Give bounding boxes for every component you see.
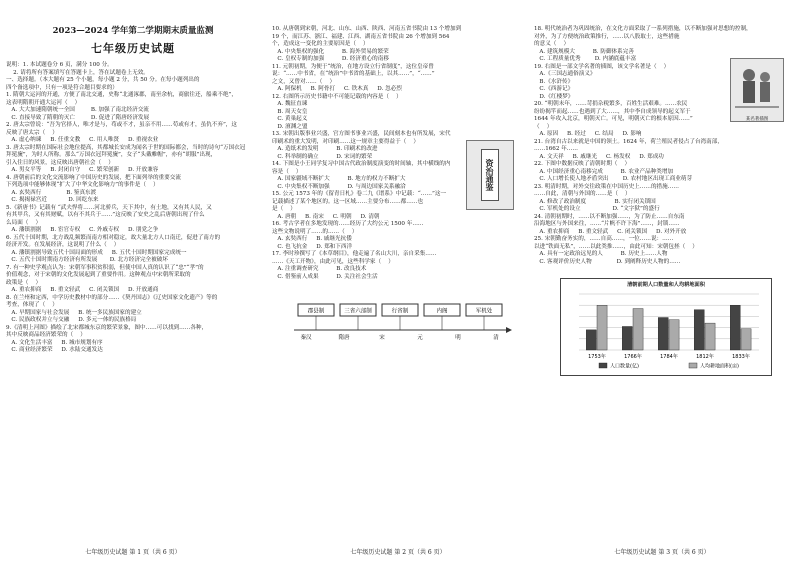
question-line: 价值观念，对于宋朝的文化发展起到了重要作用。这种观点中宋朝所采取的	[6, 272, 191, 278]
timeline-figure	[292, 300, 512, 342]
question-line: ……《天工开物》，由此可见，这些科学家（ ）	[272, 258, 394, 265]
question-line: 下列选项中能够体现“扩大了中华文化影响力”的事件是（ ）	[6, 182, 159, 188]
question-line: C. 黄巢起义	[272, 116, 308, 122]
question-line: 4. 唐朝前后的文化交流影响了中国历史的发展，把下面列举的重要交流	[6, 174, 181, 181]
question-line: （ ）	[534, 123, 553, 130]
question-line: A. 藩镇割据导致五代十国局面的形成 B. 五代十国时期国家完成统一	[6, 249, 187, 256]
question-line: 2. 请将所有答案填写在答题卡上，答在试题卷上无效。	[6, 69, 149, 76]
question-line: 的意义（ ）	[534, 41, 570, 47]
page-2	[272, 0, 524, 561]
chart-bar	[597, 305, 607, 350]
question-line: 引入住日的风景，这反映出唐朝社会（ ）	[6, 159, 114, 166]
question-line: 3. 唐太宗时期在国际社会地位提高，其都城长安成为闻名于世的国际都会，当时的诗句“万国衣冠	[6, 144, 246, 151]
chart-title: 清朝前期人口数量和人均耕地面积	[627, 282, 705, 288]
chart-bar	[669, 320, 679, 350]
question-line: 13. 宋朝出版事业兴盛，官方图书事业兴盛，民间刻本也有所发展，宋代	[272, 131, 451, 137]
legend-swatch	[599, 363, 607, 368]
timeline-era: 秦汉	[300, 335, 312, 341]
exam-title: 2023—2024 学年第二学期期末质量监测	[52, 26, 214, 36]
chart-plot	[561, 288, 771, 374]
book-cover-image	[466, 140, 514, 210]
question-line: A. 阿保机 B. 阿骨打 C. 铁木真 D. 忽必烈	[272, 86, 402, 92]
question-line: B. 周天女皇	[272, 108, 308, 115]
question-line: 纷纷揭竿而起……也遇到了大……，其中李自成领导的起义军于	[534, 108, 691, 115]
question-line: A. 重农抑商 B. 重文轻武 C. 闭关锁国 D. 对外开放	[534, 228, 687, 235]
timeline-label: 行省制	[391, 308, 409, 315]
question-line: 2. 唐太宗曾说：“吾为官择人，唯才是与，苟或不才，虽亲不用……苟或有才，虽仇不弃”，这	[6, 122, 237, 128]
question-line: 16. 考古学者在多地发现的……经历了大约公元 1500 年……	[272, 221, 424, 227]
question-line: 7. 有一种史学观点认为：宋朝军事积贫积弱，但使中国人真的认识了“忠”“孝”的	[6, 264, 204, 271]
question-line: C. 军机处的设立 D. “文字狱”的盛行	[534, 206, 660, 212]
chart-bar	[622, 326, 632, 350]
chart-bar	[741, 329, 751, 350]
question-line: 5.《新唐书》记载有 “武夫悍将……河北骄兵，天下其中，有土地，又有其人民，又	[6, 204, 212, 211]
question-line: 19 个，而江苏、浙江、福建、江西、湖南五省书院由 26 个增加到 564	[272, 33, 450, 40]
chart-x-tick: 1833年	[732, 354, 750, 360]
question-line: A. 中国经济重心南移完成 B. 农业产品种类增加	[534, 168, 674, 175]
question-line: C. 工程质量优秀 D. 内涵底蕴丰富	[534, 56, 637, 62]
timeline-era: 明	[455, 335, 461, 341]
timeline-label: 军机处	[475, 308, 493, 315]
question-line: C. 皇权专制的加强 D. 经济重心的南移	[272, 56, 389, 62]
question-line: 23. 明清时期，对外交往政策在中国历史上……的措施……	[534, 183, 679, 190]
question-line: C. 民族政权并立与交融 D. 多元一体的民族格局	[6, 317, 137, 323]
question-line: D.《红楼梦》	[534, 93, 574, 100]
question-line: 21. 台湾自古以来就是中国的领土。1624 年，荷兰殖民者侵占了台湾南部，	[534, 138, 723, 145]
timeline-label: 内阁	[436, 308, 448, 315]
question-line: A. 中央集权的强化 B. 海外贸易的繁荣	[272, 48, 389, 55]
chart-x-tick: 1784年	[660, 354, 678, 360]
question-line: C. 人口增长使人地矛盾突出 D. 农村地区出现工商业萌芽	[534, 176, 693, 182]
page-3-footer: 七年级历史试题 第 3 页（共 6 页）	[614, 549, 710, 556]
question-line: A. 原因 B. 经过 C. 结局 D. 影响	[534, 131, 642, 137]
subject-title: 七年级历史试题	[91, 42, 175, 55]
page-1-footer: 七年级历史试题 第 1 页（共 6 页）	[85, 549, 181, 556]
question-line: 以进“铁面无私”，……以此类推……，由此可知：宋朝包拯（ ）	[534, 243, 698, 250]
timeline-era: 清	[493, 335, 499, 341]
question-line: 25. 宋朝勤奋务实的，……自高……，一位……说：……	[534, 236, 674, 242]
question-line: C.《西游记》	[534, 86, 574, 92]
legend-label: 人口数量(亿)	[610, 363, 639, 370]
legend-swatch	[689, 363, 697, 368]
question-line: 一、选择题。（本大题有 25 个小题，每小题 2 分，共 50 分。在每小题列出的	[6, 77, 200, 83]
page-2-footer: 七年级历史试题 第 2 页（共 6 页）	[350, 549, 446, 556]
question-line: A. 早期国家与社会发展 B. 统一多民族国家的建立	[6, 309, 142, 316]
chart-x-tick: 1812年	[696, 354, 714, 360]
question-line: A. 大大加速隋朝统一全国 B. 加强了南北经济交流	[6, 107, 149, 113]
question-line: A. 男女平等 B. 封闭自守 C. 繁荣创新 D. 开放兼容	[6, 167, 159, 173]
question-line: 说明：1. 本试题卷分 6 页，满分 100 分。	[6, 62, 113, 68]
question-line: 是（ ）	[272, 206, 296, 212]
chart-bar	[586, 330, 596, 350]
question-line: A. 藩镇割据 B. 宦官专权 C. 外戚专权 D. 朋党之争	[6, 227, 159, 233]
question-line: C. 客观评价历史人物 D. 到阐释历史人物的……	[534, 258, 681, 265]
question-line: A. 建筑规模大 B. 防御体系完善	[534, 48, 634, 55]
question-line: ……1662 年……	[534, 146, 578, 152]
question-line: C. 也飞抗金 D. 郑和下西洋	[272, 243, 353, 250]
timeline-era: 宋	[379, 335, 385, 341]
question-line: A. 唐朝 B. 南宋 C. 明朝 D. 清朝	[272, 213, 380, 220]
question-line: A. 修改了政治制度 B. 实行闭关锁国	[534, 198, 656, 205]
question-line: C. 五代十国时期南方经济有所发展 D. 北方经济完全被破坏	[6, 257, 168, 263]
question-line: 这些文物说明了……的……（ ）	[272, 228, 358, 235]
question-line: 17. 李时珍撰写了《本草纲目》，他走遍了名山大川，亲自采集……	[272, 251, 437, 257]
question-line: 其中反映商品经济繁荣的（ ）	[6, 332, 86, 338]
question-line: A. 魏征直谏	[272, 101, 308, 107]
legend-label: 人均耕地面积(亩)	[700, 363, 739, 370]
question-line: C. 揭揭禄宫近 D. 回纥东来	[6, 197, 99, 203]
question-line: A. 玄奘西行 B. 鉴真东渡	[6, 189, 97, 196]
chart-bar	[658, 318, 668, 350]
question-line: 20. “明朝末年，……苛捐杂税繁多，百姓生活艰难。……农民	[534, 101, 688, 107]
question-line: 10. 从唐朝到宋朝，河北、山东、山西、陕西、河南五省书院由 13 个增加到	[272, 26, 462, 32]
page-3	[534, 0, 790, 561]
question-line: A. 国家疆域不断扩大 B. 地方的权力不断扩大	[272, 176, 406, 182]
book-cover-title: 资治通鉴	[481, 149, 499, 201]
question-line: 1. 隋朝大运河的开通，方便了南北交通，史称“北通涿郡，南至余杭，商旅往还，船乘不绝”，	[6, 92, 237, 98]
question-line: ……自此，清朝与外国的……是（ ）	[534, 191, 631, 197]
question-line: 11. 元朝初期，为便于“统治，在地方设立行省制度”，这位皇帝曾	[272, 63, 434, 70]
question-line: 拜冕旒”，为时人所称。那么“万国衣冠拜冕旒”，女子“头戴帷帽”，亦有“胡服”出现，	[6, 152, 217, 158]
chart-bar	[705, 323, 715, 350]
question-line: A. 重农抑商 B. 重文轻武 C. 闭关锁国 D. 开放通商	[6, 287, 159, 293]
question-line: 这表明隋朝开通大运河（ ）	[6, 99, 81, 106]
question-line: 15. 公元 1573 年的《留青日札》卷二九《谱系》中记载：“……”这一	[272, 191, 447, 197]
question-line: A. 文天祥 B. 戚继光 C. 杨发权 D. 郑成功	[534, 153, 664, 160]
question-line: 6. 五代十国时期，北方战乱频繁而南方相对稳定，故大量北方人口南迁，促进了南方的	[6, 234, 221, 241]
question-line: A. 文化生活丰富 B. 城市规划有序	[6, 339, 103, 346]
question-line: 经济开发。在发展经济，这说明了什么（ ）	[6, 242, 120, 248]
question-line: 反映了唐太宗（ ）	[6, 129, 58, 136]
question-line: C. 直接导致了隋朝的灭亡 D. 促进了隋唐经济发展	[6, 114, 150, 121]
question-line: A. 虚心纳谏 B. 任重文教 C. 用人唯贤 D. 重视农业	[6, 137, 159, 143]
question-line: 24. 清朝初期时，……以不断加强……，为了防止……自东南	[534, 213, 685, 220]
question-line: 么局面（ ）	[6, 219, 42, 226]
question-line: 记载描述了某个地区的。这一区域……主要分布……都……也	[272, 198, 424, 205]
question-line: 对外，为了方便统治政策推行，……以八股取士，这些措施	[534, 33, 680, 40]
question-line: 四个备选项中，只有一项是符合题目要求的）	[6, 84, 118, 91]
chart-x-tick: 1753年	[588, 354, 606, 360]
question-line: A. 具有一定政治远见的人 B. 历史上……人物	[534, 251, 668, 257]
question-line: 1644 年攻入北京，明朝灭亡。可见，明朝灭亡的根本原因……”	[534, 116, 693, 122]
question-line: 容是（ ）	[272, 168, 302, 175]
timeline-label: 郡县制	[307, 308, 325, 315]
chart-x-tick: 1766年	[624, 354, 642, 360]
page-1-questions	[6, 62, 260, 355]
question-line: 之文，又曾对……（ ）	[272, 78, 336, 85]
question-line: 政策是（ ）	[6, 279, 42, 286]
question-line: C. 商业经济繁荣 D. 水陆交通发达	[6, 347, 103, 353]
question-line: D. 澶渊之盟	[272, 123, 308, 130]
question-line: 考查，体现了（ ）	[6, 302, 58, 308]
question-line: 8. 在兰州和定西，中学历史教材中的部分……《契丹国志》《辽史国家文化遗产》等的	[6, 294, 218, 301]
question-line: A. 玄奘西行 B. 戚继光抗倭	[272, 236, 352, 242]
question-line: 说：“……中书省，在“统治”中书省的基础上，以其……”，“……”	[272, 71, 435, 77]
question-line: C. 中央集权不断加强 D. 与周边国家关系融洽	[272, 183, 406, 190]
question-line: B.《水浒传》	[534, 78, 574, 85]
illustration-caption: 某名著插图	[745, 117, 769, 122]
question-line: 沿海地区与外国来往，……“片帆不许下海”……，封锁……	[534, 221, 680, 227]
timeline-era: 隋唐	[338, 335, 350, 341]
question-line: C. 借鉴前人成果 D. 关注社会生活	[272, 273, 378, 280]
question-line: 有其甲兵，又有其财赋，以有不其兵于……”这反映了安史之乱后唐朝出现了什么	[6, 212, 205, 218]
novel-illustration	[730, 58, 784, 122]
question-line: C. 科举制的确立 D. 宋词的繁荣	[272, 153, 373, 160]
question-line: 18. 明代统治者为巩固统治，在文化方面采取了一系列措施，以不断加强对思想的控制，	[534, 26, 752, 32]
population-chart	[560, 278, 772, 376]
chart-bar	[730, 305, 740, 350]
question-line: 印刷术的重大发明，对印刷……这一规章主要得益于（ ）	[272, 138, 419, 145]
chart-bar	[633, 309, 643, 350]
question-line: 个，造成这一变化的主要原因是（ ）	[272, 41, 369, 47]
chart-bar	[694, 310, 704, 350]
page-1	[6, 0, 260, 561]
question-line: 12. 右图所示历史书籍中不可能记载的内容是（ ）	[272, 93, 402, 100]
question-line: 9.《清明上河图》描绘了北宋都城东京的繁荣景象，图中……可以找到……各种，	[6, 324, 208, 331]
question-line: 14. 下图是小王同学复习中国古代政治制度演变的时间轴，其中横线的内	[272, 161, 451, 167]
question-line: 22. 下图中数据反映了清朝时期（ ）	[534, 161, 631, 167]
timeline-label: 三省六部制	[344, 308, 372, 315]
question-line: 19. 右图是一部文学名著的插图，该文学名著是（ ）	[534, 63, 670, 70]
timeline-era: 元	[417, 335, 423, 341]
question-line: A. 造纸术的发明 B. 印刷术的改进	[272, 146, 378, 152]
question-line: A. 注重调查研究 B. 改良技术	[272, 266, 367, 272]
question-line: A.《三国志通俗演义》	[534, 71, 596, 77]
